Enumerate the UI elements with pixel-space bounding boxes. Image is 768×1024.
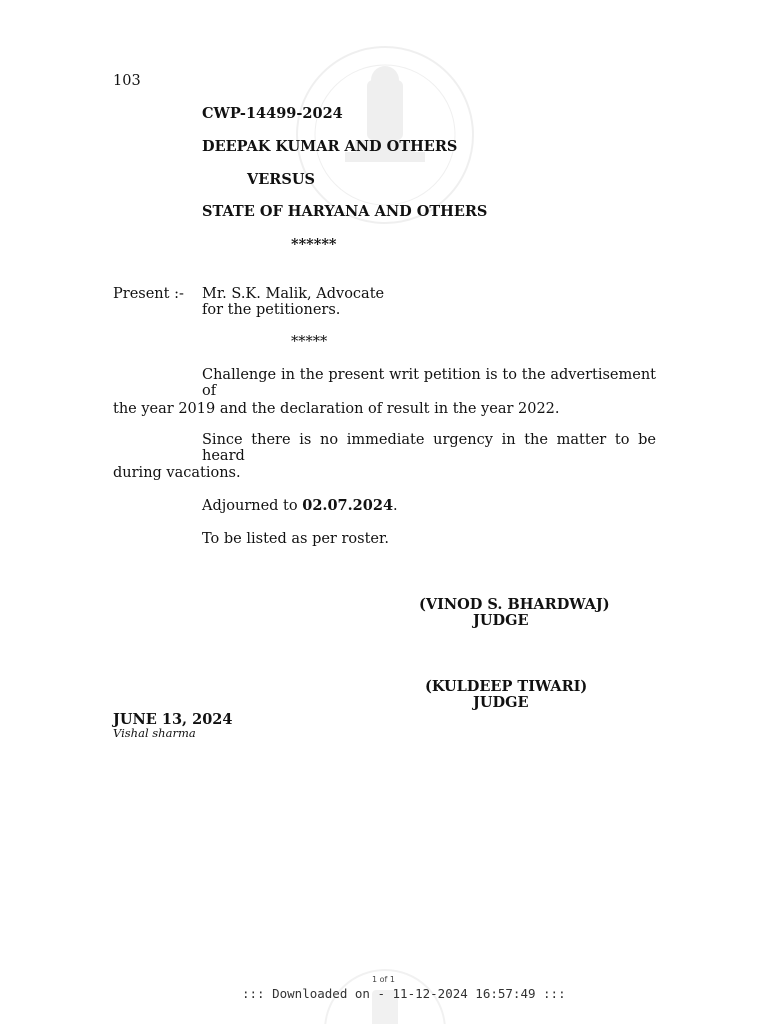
present-label: Present :- (113, 286, 184, 302)
serial-number: 103 (113, 73, 141, 89)
download-stamp: ::: Downloaded on - 11-12-2024 16:57:49 ::: (242, 986, 566, 1001)
order-paragraph-1-line-1: Challenge in the present writ petition is to the advertisement of (202, 367, 656, 399)
adjournment-suffix: . (393, 498, 398, 514)
judge-1-name: (VINOD S. BHARDWAJ) (419, 596, 610, 613)
court-emblem-watermark (285, 40, 485, 230)
judge-2-title: JUDGE (473, 694, 529, 711)
order-date: JUNE 13, 2024 (113, 711, 233, 728)
counsel-role: for the petitioners. (202, 302, 341, 318)
respondent-name: STATE OF HARYANA AND OTHERS (202, 203, 488, 220)
adjournment-line (202, 497, 398, 514)
order-paragraph-1-line-2: the year 2019 and the declaration of result in the year 2022. (113, 401, 560, 417)
adjournment-prefix: Adjourned to (202, 498, 303, 514)
order-paragraph-2-line-1: Since there is no immediate urgency in the matter to be heard (202, 432, 656, 464)
petitioner-name: DEEPAK KUMAR AND OTHERS (202, 138, 458, 155)
separator-stars-small: ***** (291, 334, 328, 350)
typist-name: Vishal sharma (113, 726, 196, 740)
order-paragraph-2-line-2: during vacations. (113, 465, 241, 481)
case-number: CWP-14499-2024 (202, 105, 343, 122)
adjournment-date: 02.07.2024 (302, 497, 394, 514)
judge-2-name: (KULDEEP TIWARI) (425, 678, 588, 695)
counsel-name: Mr. S.K. Malik, Advocate (202, 286, 385, 302)
versus-label: VERSUS (247, 171, 315, 188)
listing-note: To be listed as per roster. (202, 531, 389, 547)
separator-stars: ****** (291, 236, 337, 253)
page-indicator: 1 of 1 (372, 975, 395, 984)
judge-1-title: JUDGE (473, 612, 529, 629)
